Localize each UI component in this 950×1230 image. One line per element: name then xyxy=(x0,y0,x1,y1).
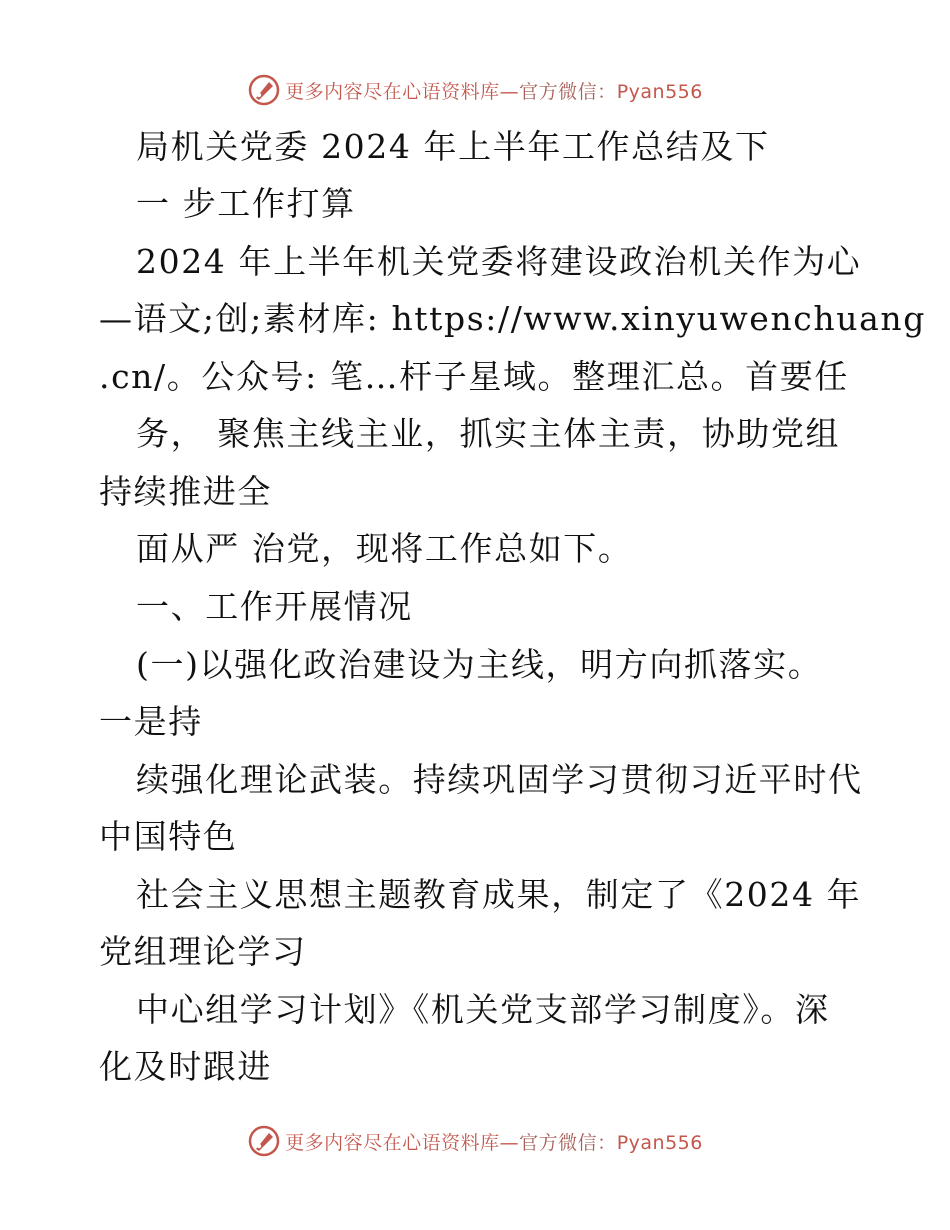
text-line-8: 面从严 治党，现将工作总如下。 xyxy=(136,529,633,568)
pen-nib-logo-icon xyxy=(247,1124,281,1158)
text-line-12: 续强化理论武装。持续巩固学习贯彻习近平时代 xyxy=(136,760,863,799)
watermark-main: 更多内容尽在心语资料库 xyxy=(285,1131,500,1154)
text-line-10: (一)以强化政治建设为主线，明方向抓落实。 xyxy=(136,645,823,684)
text-line-1: 局机关党委 2024 年上半年工作总结及下 xyxy=(136,127,770,166)
text-line-11: 一是持 xyxy=(99,702,203,741)
text-line-17: 化及时跟进 xyxy=(99,1047,272,1086)
pen-nib-logo-icon xyxy=(247,73,281,107)
text-line-5: .cn/。公众号: 笔…杆子星域。整理汇总。首要任 xyxy=(99,357,849,396)
text-line-3: 2024 年上半年机关党委将建设政治机关作为心 xyxy=(136,242,862,281)
text-line-7: 持续推进全 xyxy=(99,472,272,511)
text-line-2: 一 步工作打算 xyxy=(136,184,356,223)
watermark-banner-top xyxy=(0,70,950,110)
watermark-text xyxy=(285,77,703,104)
text-line-6: 务， 聚焦主线主业，抓实主体主责，协助党组 xyxy=(136,414,841,453)
watermark-dash: — xyxy=(499,1131,520,1154)
watermark-wechat-id: Pyan556 xyxy=(616,80,703,103)
watermark-banner-bottom xyxy=(0,1121,950,1161)
text-line-13: 中国特色 xyxy=(99,817,238,856)
watermark-text xyxy=(285,1128,703,1155)
watermark-wechat-label: 官方微信： xyxy=(519,1131,617,1154)
text-line-14: 社会主义思想主题教育成果，制定了《2024 年 xyxy=(136,875,862,914)
watermark-wechat-id: Pyan556 xyxy=(616,1131,703,1154)
watermark-wechat-label: 官方微信： xyxy=(519,80,617,103)
watermark-dash: — xyxy=(499,80,520,103)
text-line-4: —语文;创;素材库: https://www.xinyuwenchuang xyxy=(99,299,926,338)
text-line-15: 党组理论学习 xyxy=(99,932,307,971)
watermark-main: 更多内容尽在心语资料库 xyxy=(285,80,500,103)
text-line-9: 一、工作开展情况 xyxy=(136,587,413,626)
text-line-16: 中心组学习计划》《机关党支部学习制度》。深 xyxy=(136,990,830,1029)
